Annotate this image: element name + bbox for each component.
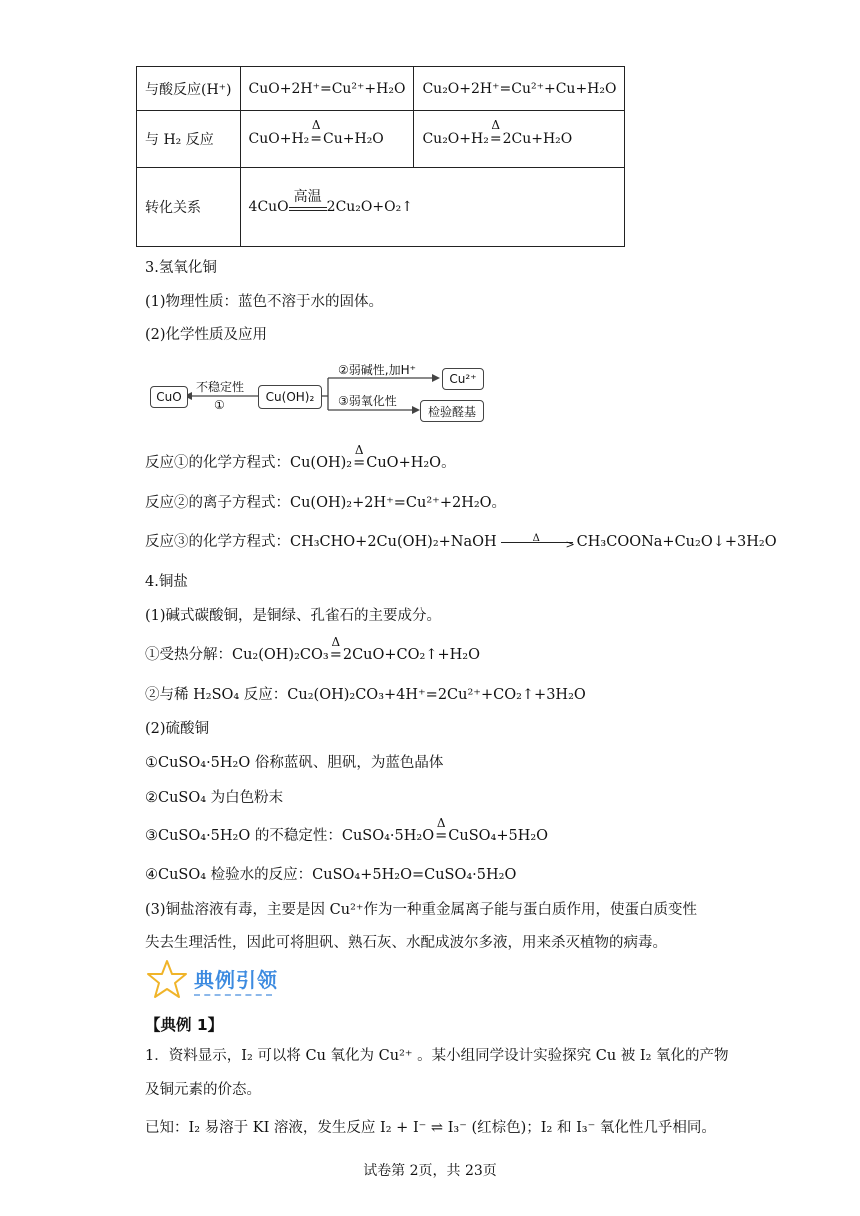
star-icon [146, 958, 188, 1000]
row-label: 转化关系 [137, 168, 241, 247]
paragraph: (1)碱式碳酸铜，是铜绿、孔雀石的主要成分。 [145, 608, 442, 624]
row-label: 与 H₂ 反应 [137, 111, 241, 168]
aldehyde-test-box: 检验醛基 [420, 400, 484, 422]
conversion-cell [240, 168, 625, 247]
equation-left: CuO+H₂ [248, 131, 310, 147]
example-heading: 【典例 1】 [145, 1016, 224, 1034]
cu-oh2-diagram [148, 358, 488, 426]
page-footer: 试卷第 2页，共 23页 [363, 1163, 497, 1179]
cu2plus-box: Cu²⁺ [442, 368, 484, 390]
reaction-one: 反应①的化学方程式：Cu(OH)₂ Δ =CuO+H₂O。 [145, 443, 456, 471]
weak-base-label: ②弱碱性,加H⁺ [338, 363, 416, 377]
cu2o-cell: Cu₂O+2H⁺=Cu²⁺+Cu+H₂O [414, 67, 625, 111]
equation-right: 2Cu₂O+O₂↑ [326, 199, 413, 215]
badge-underline [194, 994, 272, 996]
cuoh2-box: Cu(OH)₂ [258, 385, 322, 409]
reaction-two: 反应②的离子方程式：Cu(OH)₂+2H⁺=Cu²⁺+2H₂O。 [145, 495, 507, 511]
copper-oxide-table [136, 66, 625, 247]
badge-title: 典例引领 [194, 968, 278, 992]
sulfate-line-1: ①CuSO₄·5H₂O 俗称蓝矾、胆矾，为蓝色晶体 [145, 755, 444, 771]
sulfate-line-4: ④CuSO₄ 检验水的反应：CuSO₄+5H₂O=CuSO₄·5H₂O [145, 867, 517, 883]
sulfate-line-3: ③CuSO₄·5H₂O 的不稳定性：CuSO₄·5H₂O Δ =CuSO₄+5H₂O [145, 816, 549, 844]
paragraph: (1)物理性质：蓝色不溶于水的固体。 [145, 294, 384, 310]
paragraph: (2)硫酸铜 [145, 721, 210, 737]
question-text: 及铜元素的价态。 [145, 1082, 261, 1098]
arrow-condition: Δ > [501, 541, 573, 543]
high-temp-condition: 高温 [289, 203, 327, 211]
table-row [137, 111, 625, 168]
heat-condition: Δ = [489, 118, 502, 147]
acid-reaction: ②与稀 H₂SO₄ 反应：Cu₂(OH)₂CO₃+4H⁺=2Cu²⁺+CO₂↑+3H₂O [145, 687, 586, 703]
paragraph: (3)铜盐溶液有毒，主要是因 Cu²⁺作为一种重金属离子能与蛋白质作用，使蛋白质变性 [145, 902, 698, 918]
cu2o-cell [414, 111, 625, 168]
cuo-cell [240, 111, 414, 168]
example-badge [146, 958, 286, 1002]
equation-right: 2Cu+H₂O [502, 131, 573, 147]
known-text: 已知：I₂ 易溶于 KI 溶液，发生反应 I₂ + I⁻ ⇌ I₃⁻ (红棕色)；I₂ 和 I₃⁻ 氧化性几乎相同。 [145, 1120, 716, 1136]
question-text: 1．资料显示，I₂ 可以将 Cu 氧化为 Cu²⁺ 。某小组同学设计实验探究 Cu 被 I₂ 氧化的产物 [145, 1048, 729, 1064]
cuo-cell: CuO+2H⁺=Cu²⁺+H₂O [240, 67, 414, 111]
section-heading: 4.铜盐 [145, 574, 188, 590]
heat-condition: Δ = [435, 816, 448, 844]
table-row [137, 67, 625, 111]
unstable-label: 不稳定性 [196, 380, 245, 394]
reaction-one-label: ① [214, 398, 225, 412]
weak-oxidation-label: ③弱氧化性 [338, 394, 397, 408]
cuo-box: CuO [150, 386, 188, 408]
paragraph: 失去生理活性，因此可将胆矾、熟石灰、水配成波尔多液，用来杀灭植物的病毒。 [145, 935, 667, 951]
sulfate-line-2: ②CuSO₄ 为白色粉末 [145, 790, 284, 806]
equation-left: 4CuO [248, 199, 289, 215]
row-label: 与酸反应(H⁺) [137, 67, 241, 111]
heat-condition: Δ = [329, 635, 342, 663]
table-row [137, 168, 625, 247]
section-heading: 3.氢氧化铜 [145, 260, 217, 276]
decomposition-line: ①受热分解：Cu₂(OH)₂CO₃ Δ =2CuO+CO₂↑+H₂O [145, 635, 480, 663]
paragraph: (2)化学性质及应用 [145, 327, 268, 343]
equation-right: Cu+H₂O [323, 131, 384, 147]
heat-condition: Δ = [310, 118, 323, 147]
heat-condition: Δ = [353, 443, 366, 471]
equation-left: Cu₂O+H₂ [422, 131, 489, 147]
reaction-three: 反应③的化学方程式：CH₃CHO+2Cu(OH)₂+NaOH Δ > CH₃COONa+Cu₂O↓+3H₂O [145, 533, 777, 551]
